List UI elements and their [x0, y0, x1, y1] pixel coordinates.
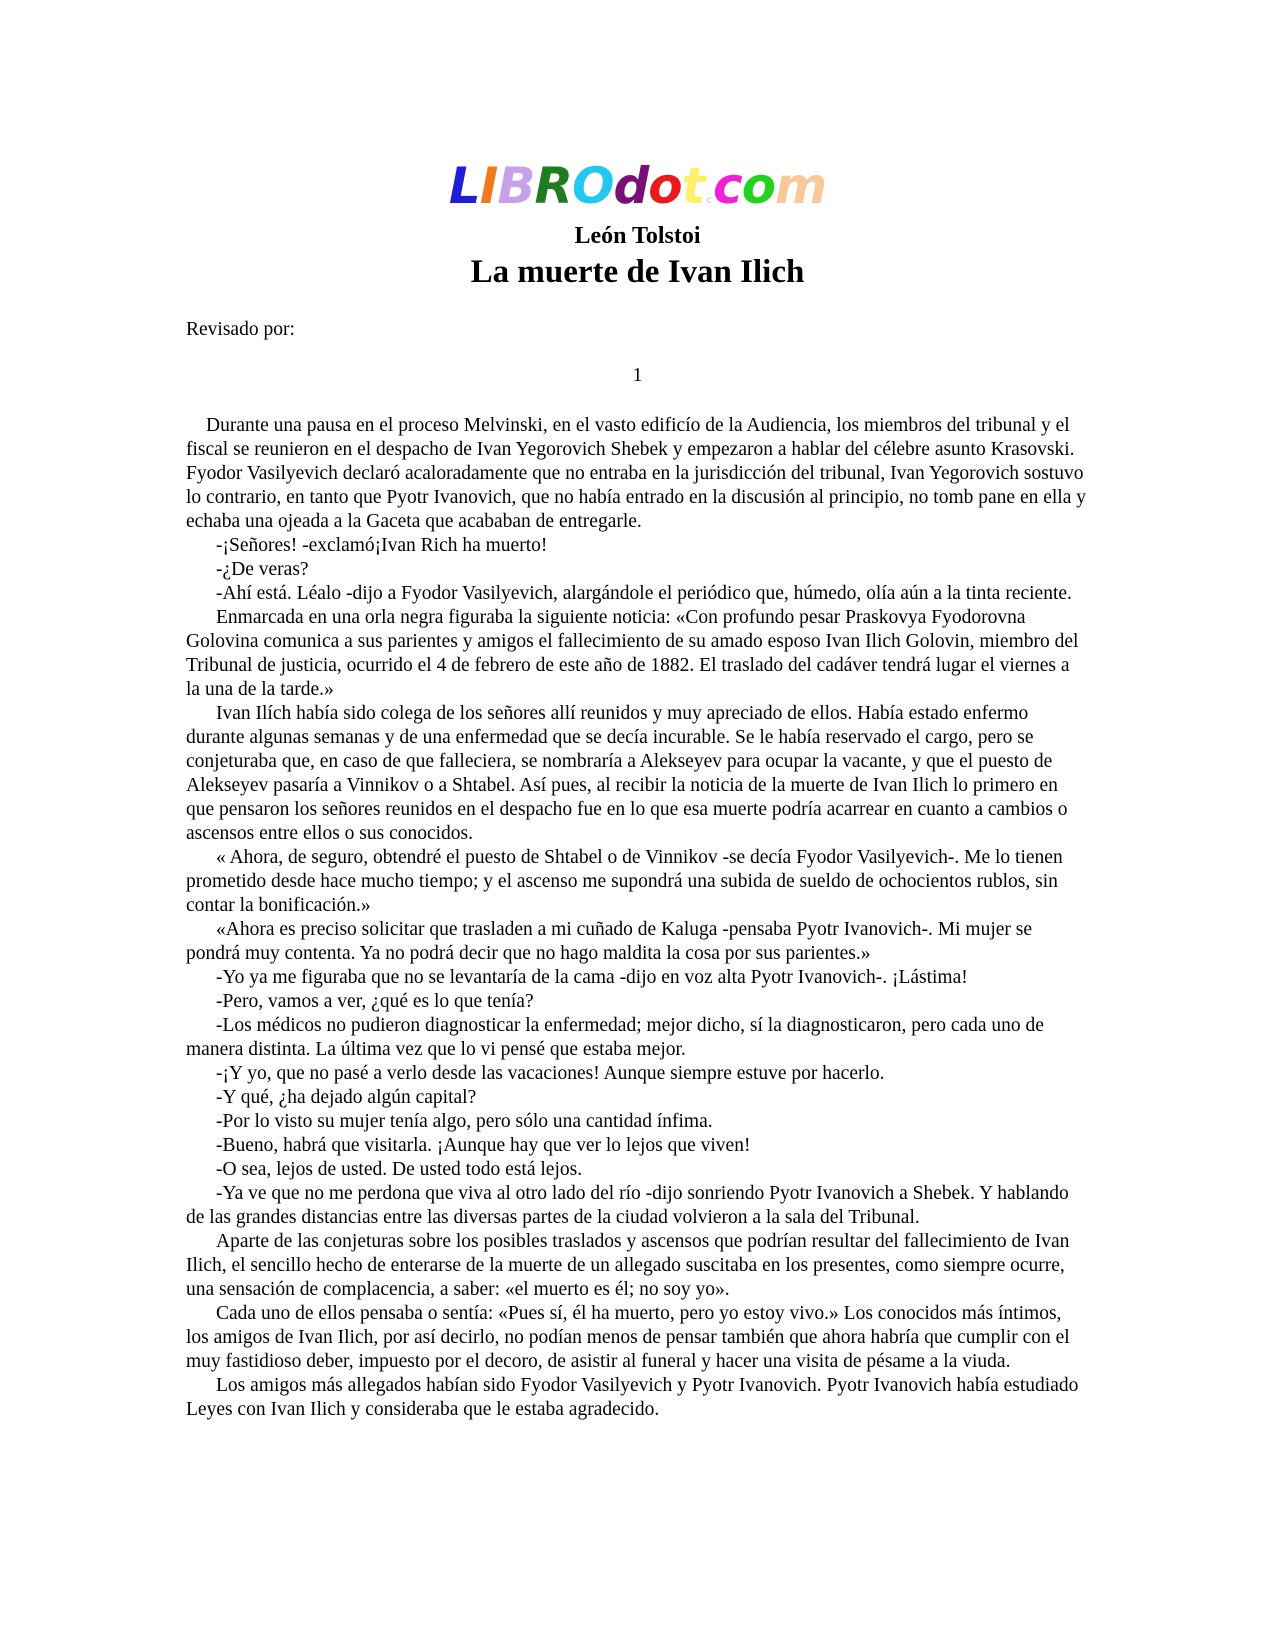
logo-letter: d — [613, 157, 649, 215]
reviewed-by-label: Revisado por: — [186, 319, 295, 340]
site-logo — [0, 158, 1275, 229]
paragraph: Enmarcada en una orla negra figuraba la siguiente noticia: «Con profundo pesar Praskovya Fyodorovna Golovina comunica a sus parientes y amigos el fallecimiento de su amado esposo Ivan Ilich Golovin, miembro del Tribunal de justicia, ocurrido el 4 de febrero de este año de 1882. El traslado del cadáver tendrá lugar el viernes a la una de la tarde.» — [186, 607, 1079, 700]
paragraph: -Y qué, ¿ha dejado algún capital? — [216, 1087, 477, 1108]
paragraph: -Pero, vamos a ver, ¿qué es lo que tenía? — [216, 991, 534, 1012]
book-title: La muerte de Ivan Ilich — [470, 254, 805, 290]
chapter-number: 1 — [632, 365, 643, 386]
paragraph: Aparte de las conjeturas sobre los posibles traslados y ascensos que podrían resultar del fallecimiento de Ivan Ilich, el sencillo hecho de enterarse de la muerte de un allegado suscitaba en los presentes, como siempre ocurre, una sensación de complacencia, a saber: «el muerto es él; no soy yo». — [186, 1231, 1070, 1300]
paragraph: Cada uno de ellos pensaba o sentía: «Pues sí, él ha muerto, pero yo estoy vivo.» Los conocidos más íntimos, los amigos de Ivan Ilich, por así decirlo, no podían menos de pensar también que ahora habría que cumplir con el muy fastidioso deber, impuesto por el decoro, de asistir al funeral y hacer una visita de pésame a la viuda. — [186, 1303, 1070, 1372]
paragraph: Ivan Ilích había sido colega de los señores allí reunidos y muy apreciado de ellos. Había estado enfermo durante algunas semanas y de una enfermedad que se decía incurable. Se le había reservado el cargo, pero se conjeturaba que, en caso de que falleciera, se nombraría a Alekseyev para ocupar la vacante, y que el puesto de Alekseyev pasaría a Vinnikov o a Shtabel. Así pues, al recibir la noticia de la muerte de Ivan Ilich lo primero en que pensaron los señores reunidos en el despacho fue en lo que esa muerte podría acarrear en cuanto a cambios o ascensos entre ellos o sus conocidos. — [186, 703, 1068, 844]
chapter-body — [186, 414, 1086, 1422]
logo-letter: o — [648, 157, 682, 215]
logo-letter: I — [479, 157, 498, 215]
paragraph: -¡Señores! -exclamó¡Ivan Rich ha muerto! — [216, 535, 548, 556]
paragraph: -Los médicos no pudieron diagnosticar la enfermedad; mejor dicho, sí la diagnosticaron, pero cada uno de manera distinta. La última vez que lo vi pensé que estaba mejor. — [186, 1015, 1044, 1060]
paragraph: Durante una pausa en el proceso Melvinski, en el vasto edificío de la Audiencia, los miembros del tribunal y el fiscal se reunieron en el despacho de Ivan Yegorovich Shebek y empezaron a hablar del célebre asunto Krasovski. Fyodor Vasilyevich declaró acaloradamente que no entraba en la jurisdicción del tribunal, Ivan Yegorovich sostuvo lo contrario, en tanto que Pyotr Ivanovich, que no había entrado en la discusión al principio, no tomb pane en ella y echaba una ojeada a la Gaceta que acababan de entregarle. — [186, 415, 1086, 532]
paragraph: -Yo ya me figuraba que no se levantaría de la cama -dijo en voz alta Pyotr Ivanovich-. ¡Lástima! — [216, 967, 968, 988]
paragraph: « Ahora, de seguro, obtendré el puesto de Shtabel o de Vinnikov -se decía Fyodor Vasilyevich-. Me lo tienen prometido desde hace mucho tiempo; y el ascenso me supondrá una subida de sueldo de ochocientos rublos, sin contar la bonificación.» — [186, 847, 1063, 916]
paragraph: -Por lo visto su mujer tenía algo, pero sólo una cantidad ínfima. — [216, 1111, 713, 1132]
paragraph: -Ahí está. Léalo -dijo a Fyodor Vasilyevich, alargándole el periódico que, húmedo, olía aún a la tinta reciente. — [216, 583, 1072, 604]
logo-letter: c — [706, 195, 712, 206]
paragraph: -Bueno, habrá que visitarla. ¡Aunque hay que ver lo lejos que viven! — [216, 1135, 751, 1156]
paragraph: «Ahora es preciso solicitar que trasladen a mi cuñado de Kaluga -pensaba Pyotr Ivanovich-. Mi mujer se pondrá muy contenta. Ya no podrá decir que no hago maldita la cosa por sus parientes.» — [186, 919, 1033, 964]
logo-letter: O — [571, 157, 614, 215]
paragraph: -O sea, lejos de usted. De usted todo está lejos. — [216, 1159, 583, 1180]
logo-letter: c — [713, 157, 742, 215]
logo-letter: o — [741, 157, 776, 215]
logo-letter: R — [534, 157, 572, 215]
logo-letter: t — [681, 157, 705, 215]
paragraph: -¿De veras? — [216, 559, 309, 580]
logo-letter: B — [497, 157, 535, 215]
paragraph: -¡Y yo, que no pasé a verlo desde las vacaciones! Aunque siempre estuve por hacerlo. — [216, 1063, 885, 1084]
paragraph: Los amigos más allegados habían sido Fyodor Vasilyevich y Pyotr Ivanovich. Pyotr Ivanovich había estudiado Leyes con Ivan Ilich y consideraba que le estaba agradecido. — [186, 1375, 1079, 1420]
logo-letter: m — [775, 157, 827, 215]
book-author: León Tolstoi — [574, 223, 701, 249]
logo-letter: L — [448, 157, 480, 215]
paragraph: -Ya ve que no me perdona que viva al otro lado del río -dijo sonriendo Pyotr Ivanovich a Shebek. Y hablando de las grandes distancias entre las diversas partes de la ciudad volvieron a la sala del Tribunal. — [186, 1183, 1069, 1228]
